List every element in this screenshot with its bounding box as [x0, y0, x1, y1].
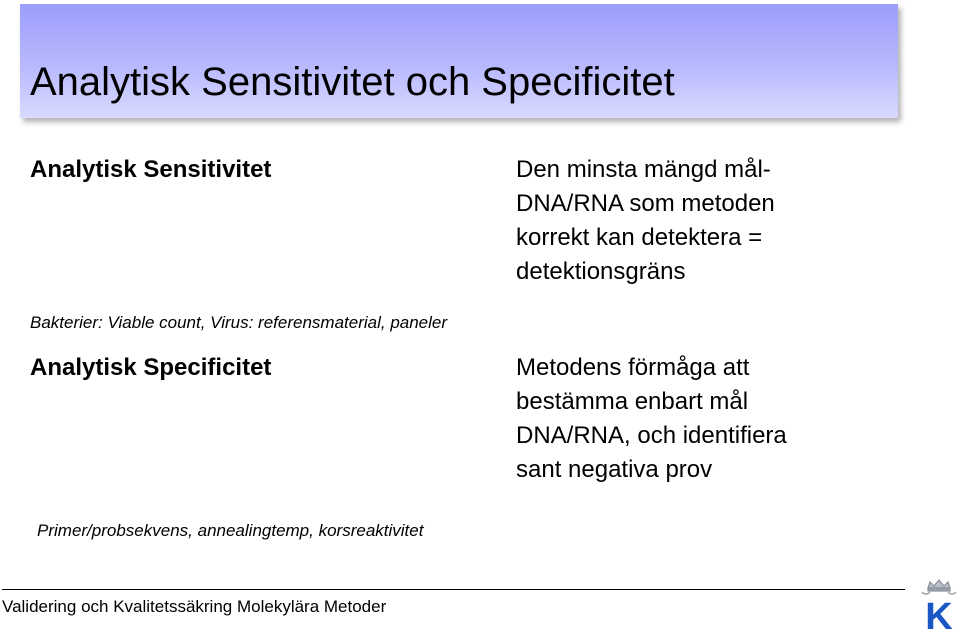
sensitivity-definition-line: Den minsta mängd mål- [516, 156, 771, 183]
specificity-definition [516, 351, 787, 487]
institution-logo [919, 578, 959, 632]
specificity-definition-line: DNA/RNA, och identifiera [516, 422, 787, 449]
sensitivity-definition-line: detektionsgräns [516, 258, 686, 285]
slide-title: Analytisk Sensitivitet och Specificitet [30, 60, 675, 104]
sensitivity-heading: Analytisk Sensitivitet [30, 156, 272, 183]
sensitivity-definition-line: korrekt kan detektera = [516, 224, 763, 251]
crown-icon [922, 580, 956, 594]
specificity-heading: Analytisk Specificitet [30, 354, 272, 381]
specificity-definition-line: sant negativa prov [516, 456, 713, 483]
sensitivity-definition-line: DNA/RNA som metoden [516, 190, 775, 217]
footer-divider [2, 589, 905, 590]
sensitivity-definition [516, 153, 775, 289]
specificity-definition-line: bestämma enbart mål [516, 388, 749, 415]
sensitivity-note: Bakterier: Viable count, Virus: referensmaterial, paneler [30, 313, 448, 332]
specificity-definition-line: Metodens förmåga att [516, 354, 750, 381]
logo-letter: K [925, 596, 953, 632]
footer-text: Validering och Kvalitetssäkring Molekylära Metoder [2, 597, 387, 616]
specificity-note: Primer/probsekvens, annealingtemp, korsreaktivitet [37, 521, 424, 540]
